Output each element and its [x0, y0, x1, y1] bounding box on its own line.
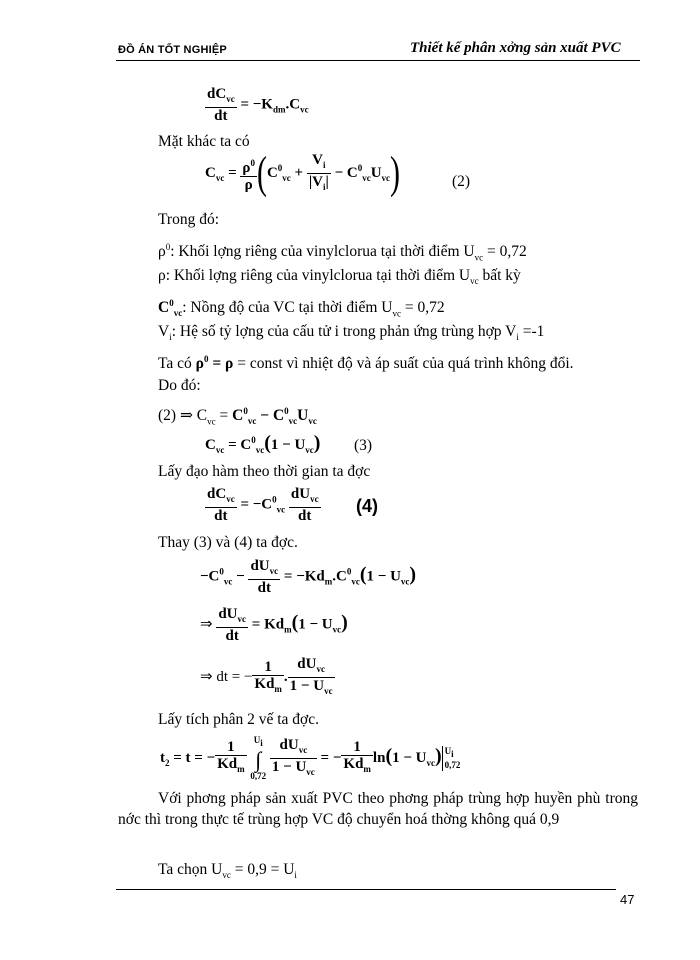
equation-2: $C_{vc}$ = $\frac{\rho^0}{\rho}$ ($C^0_{vc}$ + $\frac{V_i}{|V_i|}$ − $C^0_{vc}U_{vc}$) — [205, 148, 401, 198]
equation-5: $-C^0_{vc}$ − $\frac{dU_{vc}}{dt}$ = $-Kd_m.C^0_{vc}(1 - U_{vc})$ — [200, 558, 417, 596]
def-rho: ρ: Khối lợng riêng của vinylclorua tại thời điểm $U_{vc}$ bất kỳ — [158, 267, 521, 287]
text-mat-khac: Mặt khác ta có — [158, 133, 250, 150]
text-lay-dao-ham: Lấy đạo hàm theo thời gian ta đợc — [158, 463, 371, 480]
header-left: ĐỒ ÁN TỐT NGHIỆP — [118, 44, 227, 56]
def-rho0: $\rho^0$: Khối lợng riêng của vinylclorua tại thời điểm $U_{vc} = 0,72$ — [158, 242, 527, 263]
text-ta-co: Ta có $\rho^0 = \rho$ = const vì nhiệt độ và áp suất của quá trình không đổi. — [158, 354, 574, 373]
equation-3-tag: (3) — [354, 437, 373, 454]
def-c0: $C^0_{vc}$: Nồng độ của VC tại thời điểm $U_{vc} = 0,72$ — [158, 298, 445, 319]
header-right: Thiết kế phân xởng sản xuất PVC — [410, 40, 621, 56]
text-lay-tich-phan: Lấy tích phân 2 vế ta đợc. — [158, 711, 319, 728]
equation-2-derive: (2) ⇒ $C_{vc} = C^0_{vc} - C^0_{vc}U_{vc}$ — [158, 406, 317, 427]
def-vi: $V_i$: Hệ số tỷ lợng của cấu tử i trong phản ứng trùng hợp $V_i =-1$ — [158, 323, 545, 343]
header-rule — [116, 60, 640, 61]
text-thay: Thay (3) và (4) ta đợc. — [158, 534, 298, 551]
equation-integral: $t_2 = t$ = − $\frac{1}{Kd_m}$ $U_i$ ∫ 0,72 $\frac{dU_{vc}}{1 - U_{vc}}$ = − $\frac{1}{Kd_m}$ $\ln(1 - U_{vc})$ $U_i$ 0,72 — [160, 735, 461, 781]
footer-rule — [116, 889, 616, 890]
text-trong-do: Trong đó: — [158, 211, 220, 228]
text-do-do: Do đó: — [158, 377, 201, 394]
equation-4: $\frac{dC_{vc}}{dt}$ = $-C^0_{vc}$ $\frac{dU_{vc}}{dt}$ — [207, 486, 319, 524]
paragraph-method: Với phơng pháp sản xuất PVC theo phơng pháp trùng hợp huyền phù trong nớc thì trong thực tế trùng hợp VC độ chuyển hoá thờng không quá 0,9 — [118, 790, 638, 828]
text-ta-chon: Ta chọn $U_{vc} = 0,9 = U_i$ — [158, 861, 297, 881]
page-number: 47 — [620, 892, 635, 907]
equation-3: $C_{vc} = C^0_{vc}(1 - U_{vc})$ — [205, 432, 321, 455]
equation-4-tag: (4) — [356, 496, 378, 516]
equation-2-tag: (2) — [452, 173, 471, 190]
equation-rate: $\frac{dC_{vc}}{dt}$ = $-K_{dm}.C_{vc}$ — [207, 86, 309, 124]
equation-7: ⇒ dt = − $\frac{1}{Kd_m}$ . $\frac{dU_{vc}}{1 - U_{vc}}$ — [200, 656, 333, 696]
equation-6: ⇒ $\frac{dU_{vc}}{dt}$ = $Kd_m(1 - U_{vc})$ — [200, 606, 348, 644]
